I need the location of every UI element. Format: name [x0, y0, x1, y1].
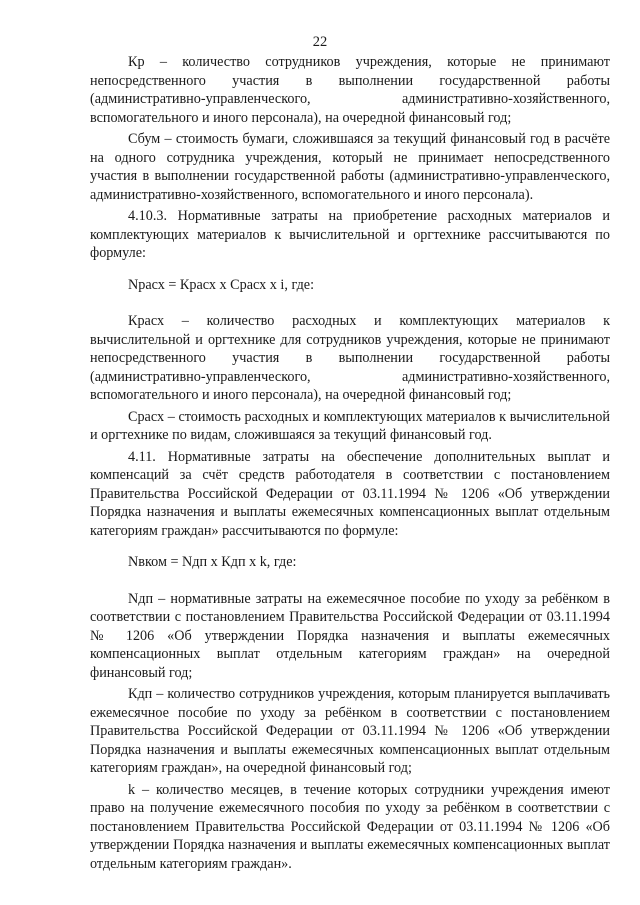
formula-nrasx: Nрасх = Красх х Срасх х i, где:: [128, 276, 315, 293]
paragraph-kdp-definition: Кдп – количество сотрудников учреждения, которым планируется выплачивать ежемесячное пособие по уходу за ребёнком в соответствии с постановлением Правительства Российской Федерации от 03.11.1994 № 1206 «Об утверждении Порядка назначения и выплаты ежемесячных компенсационных выплат отдельным категориям граждан», на очередной финансовый год;: [90, 686, 610, 776]
paragraph-sbum-definition: Сбум – стоимость бумаги, сложившаяся за текущий финансовый год в расчёте на одного сотрудника учреждения, который не принимает непосредственного участия в выполнении государственной работы (административно-управленческого, административно-хозяйственного, вспомогательного и иного персонала).: [90, 131, 610, 203]
paragraph-srasx-definition: Срасх – стоимость расходных и комплектующих материалов к вычислительной и оргтехнике по видам, сложившаяся за текущий финансовый год.: [90, 408, 610, 443]
paragraph-section-4-11: 4.11. Нормативные затраты на обеспечение дополнительных выплат и компенсаций за счёт средств работодателя в соответствии с постановлением Правительства Российской Федерации от 03.11.1994 № 1206 «Об утверждении Порядка назначения и выплаты ежемесячных компенсационных выплат отдельным категориям граждан» рассчитываются по формуле:: [90, 448, 610, 539]
page-number: 22: [312, 34, 328, 50]
formula-nvkom: Nвком = Nдп х Кдп х k, где:: [128, 554, 297, 570]
paragraph-krasx-definition: Красх – количество расходных и комплектующих материалов к вычислительной и оргтехнике для сотрудников учреждения, которые не принимают непосредственного участия в выполнении государственной работы (административно-управленческого, административно-хозяйственного, вспомогательного и иного персонала), на очередной финансовый год;: [90, 313, 610, 403]
paragraph-section-4-10-3: 4.10.3. Нормативные затраты на приобретение расходных материалов и комплектующих материалов к вычислительной и оргтехнике рассчитываются по формуле:: [90, 208, 610, 261]
paragraph-kr-definition: Кр – количество сотрудников учреждения, которые не принимают непосредственного участия в выполнении государственной работы (административно-управленческого, административно-хозяйственного, вспомогательного и иного персонала), на очередной финансовый год;: [90, 54, 610, 126]
document-body: [90, 53, 610, 873]
paragraph-k-definition: k – количество месяцев, в течение которых сотрудники учреждения имеют право на получение ежемесячного пособия по уходу за ребёнком в соответствии с постановлением Правительства Российской Федерации от 03.11.1994 № 1206 «Об утверждении Порядка назначения и выплаты ежемесячных компенсационных выплат отдельным категориям граждан».: [90, 781, 610, 872]
paragraph-ndp-definition: Nдп – нормативные затраты на ежемесячное пособие по уходу за ребёнком в соответствии с постановлением Правительства Российской Федерации от 03.11.1994 № 1206 «Об утверждении Порядка назначения и выплаты ежемесячных компенсационных выплат отдельным категориям граждан» на очередной финансовый год;: [90, 590, 610, 681]
